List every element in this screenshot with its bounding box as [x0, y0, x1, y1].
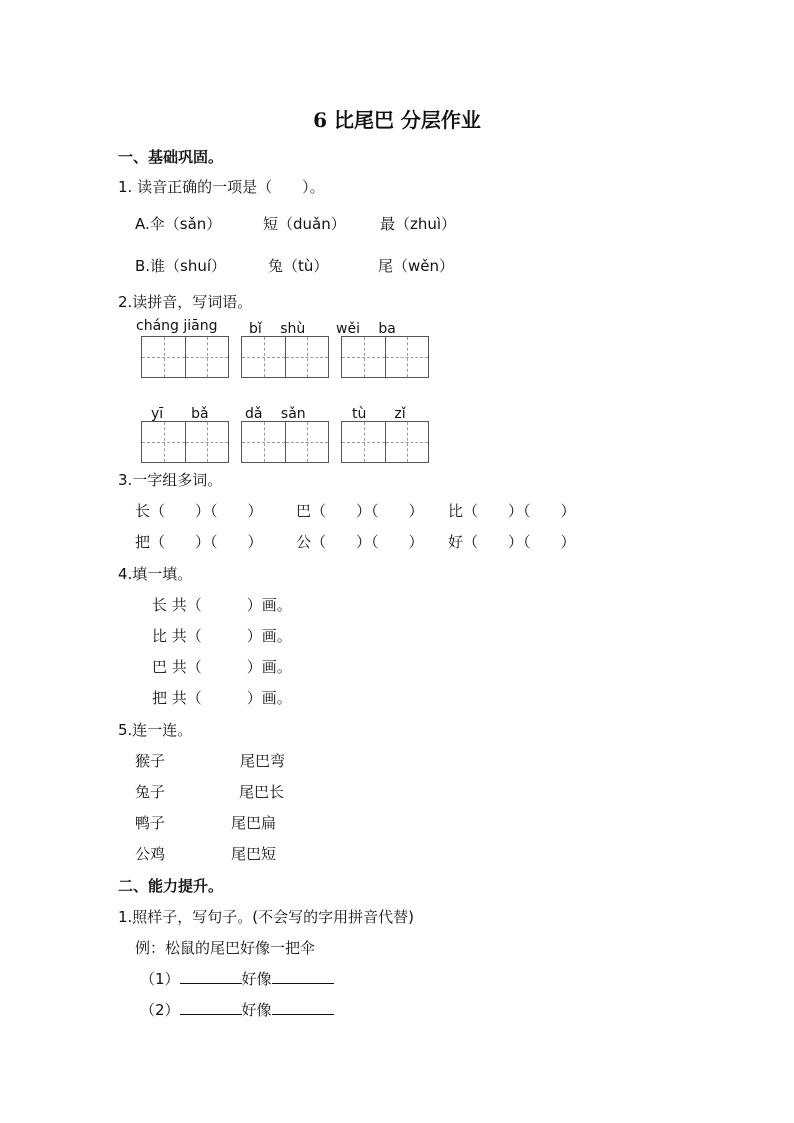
match-right-item[interactable]: 尾巴扁	[231, 814, 277, 832]
word-group-item: 公（ ）（ ）	[296, 533, 424, 551]
match-right-item[interactable]: 尾巴长	[239, 783, 285, 801]
match-left-item[interactable]: 兔子	[135, 783, 166, 801]
grid-cell[interactable]	[242, 422, 285, 462]
q1-option-b: B.谁（shuí）	[135, 257, 227, 275]
word-group-item: 把（ ）（ ）	[135, 533, 263, 551]
grid-cell[interactable]	[385, 422, 428, 462]
answer-blank[interactable]	[272, 969, 334, 984]
word-group-item: 比（ ）（ ）	[448, 502, 576, 520]
grid-cell[interactable]	[285, 337, 328, 377]
match-left-item[interactable]: 猴子	[135, 752, 166, 770]
item-number: （2）	[140, 1001, 180, 1019]
pinyin-label: bǐ shù	[249, 321, 306, 337]
match-right-item[interactable]: 尾巴短	[231, 845, 277, 863]
q1-option-a: A.伞（sǎn）	[135, 215, 222, 233]
writing-grid[interactable]	[141, 421, 229, 463]
section-heading-basic: 一、基础巩固。	[118, 148, 224, 166]
word-group-item: 好（ ）（ ）	[448, 533, 576, 551]
writing-grid[interactable]	[141, 336, 229, 378]
question-2-stem: 2.读拼音，写词语。	[118, 293, 253, 311]
advanced-question-1-stem: 1.照样子，写句子。(不会写的字用拼音代替)	[118, 908, 415, 926]
sentence-item	[140, 999, 334, 1020]
pinyin-label: tù zǐ	[352, 406, 406, 422]
q1-option-b-2: 兔（tù）	[268, 257, 329, 275]
question-1-stem: 1. 读音正确的一项是（ ）。	[118, 178, 325, 196]
writing-grid[interactable]	[341, 421, 429, 463]
pinyin-label: yī bǎ	[151, 406, 209, 422]
answer-blank[interactable]	[180, 1000, 242, 1015]
pinyin-label: dǎ sǎn	[245, 406, 306, 422]
answer-blank[interactable]	[180, 969, 242, 984]
grid-cell[interactable]	[185, 337, 228, 377]
writing-grid[interactable]	[241, 336, 329, 378]
word-group-item: 长（ ）（ ）	[135, 502, 263, 520]
stroke-count-line: 长 共（ ）画。	[152, 596, 292, 614]
answer-blank[interactable]	[272, 1000, 334, 1015]
writing-grid[interactable]	[341, 336, 429, 378]
page-title: 6 比尾巴 分层作业	[313, 108, 481, 132]
writing-grid[interactable]	[241, 421, 329, 463]
grid-cell[interactable]	[285, 422, 328, 462]
example-sentence: 例：松鼠的尾巴好像一把伞	[135, 939, 316, 957]
stroke-count-line: 比 共（ ）画。	[152, 627, 292, 645]
grid-cell[interactable]	[142, 422, 185, 462]
section-heading-advanced: 二、能力提升。	[118, 877, 224, 895]
grid-cell[interactable]	[342, 337, 385, 377]
question-4-stem: 4.填一填。	[118, 565, 193, 583]
q1-option-a-2: 短（duǎn）	[263, 215, 346, 233]
item-connector: 好像	[241, 970, 272, 988]
item-number: （1）	[140, 970, 180, 988]
sentence-item	[140, 968, 334, 989]
grid-cell[interactable]	[385, 337, 428, 377]
question-3-stem: 3.一字组多词。	[118, 471, 223, 489]
stroke-count-line: 把 共（ ）画。	[152, 689, 292, 707]
item-connector: 好像	[241, 1001, 272, 1019]
q1-option-a-3: 最（zhuì）	[380, 215, 457, 233]
grid-cell[interactable]	[185, 422, 228, 462]
grid-cell[interactable]	[342, 422, 385, 462]
pinyin-label: wěi ba	[336, 321, 396, 337]
word-group-item: 巴（ ）（ ）	[296, 502, 424, 520]
q1-option-b-3: 尾（wěn）	[378, 257, 455, 275]
match-right-item[interactable]: 尾巴弯	[240, 752, 286, 770]
match-left-item[interactable]: 鸭子	[135, 814, 166, 832]
match-left-item[interactable]: 公鸡	[135, 845, 166, 863]
stroke-count-line: 巴 共（ ）画。	[152, 658, 292, 676]
grid-cell[interactable]	[142, 337, 185, 377]
pinyin-label: cháng jiāng	[136, 318, 218, 334]
grid-cell[interactable]	[242, 337, 285, 377]
question-5-stem: 5.连一连。	[118, 721, 193, 739]
